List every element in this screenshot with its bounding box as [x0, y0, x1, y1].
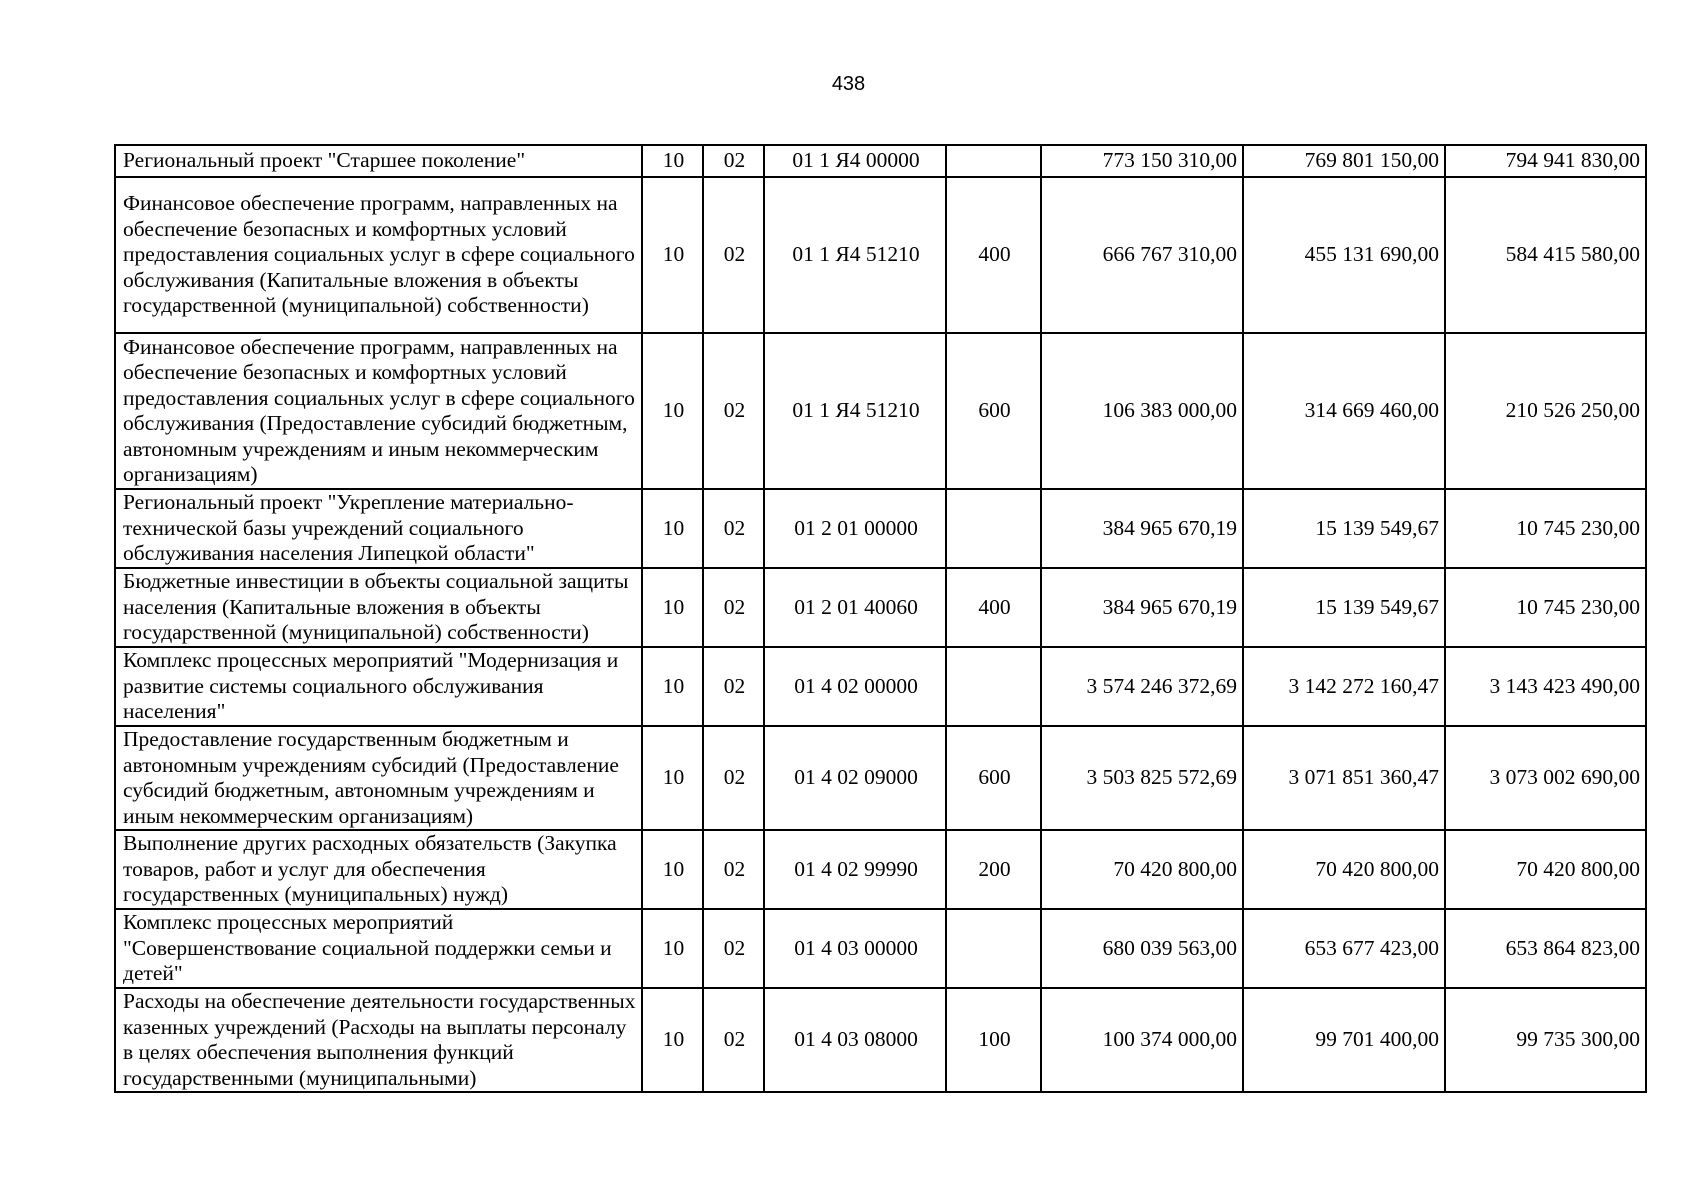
- page-number: 438: [831, 73, 866, 95]
- target-article-cell: 01 4 02 09000: [764, 726, 946, 830]
- table-row: [115, 333, 1646, 489]
- subsection-code-cell: 02: [703, 489, 764, 568]
- amount-year-1-cell: 773 150 310,00: [1041, 145, 1243, 177]
- amount-year-1-cell: 680 039 563,00: [1041, 909, 1243, 988]
- amount-year-3-cell: 70 420 800,00: [1445, 830, 1646, 909]
- target-article-cell: 01 2 01 40060: [764, 568, 946, 647]
- amount-year-2-cell: 314 669 460,00: [1243, 333, 1445, 489]
- amount-year-1-cell: 666 767 310,00: [1041, 177, 1243, 333]
- expense-type-cell: [946, 909, 1041, 988]
- budget-table-body: [115, 145, 1646, 1092]
- table-row: [115, 909, 1646, 988]
- amount-year-2-cell: 15 139 549,67: [1243, 489, 1445, 568]
- target-article-cell: 01 4 02 00000: [764, 647, 946, 726]
- amount-year-3-cell: 3 073 002 690,00: [1445, 726, 1646, 830]
- section-code-cell: 10: [642, 909, 703, 988]
- amount-year-3-cell: 794 941 830,00: [1445, 145, 1646, 177]
- target-article-cell: 01 4 03 00000: [764, 909, 946, 988]
- amount-year-1-cell: 384 965 670,19: [1041, 489, 1243, 568]
- amount-year-2-cell: 99 701 400,00: [1243, 988, 1445, 1092]
- target-article-cell: 01 4 02 99990: [764, 830, 946, 909]
- section-code-cell: 10: [642, 988, 703, 1092]
- amount-year-2-cell: 3 071 851 360,47: [1243, 726, 1445, 830]
- expense-name-cell: Региональный проект "Укрепление материально-технической базы учреждений социального обслуживания населения Липецкой области": [115, 489, 642, 568]
- expense-name-cell: Выполнение других расходных обязательств (Закупка товаров, работ и услуг для обеспечения государственных (муниципальных) нужд): [115, 830, 642, 909]
- target-article-cell: 01 1 Я4 51210: [764, 333, 946, 489]
- amount-year-1-cell: 100 374 000,00: [1041, 988, 1243, 1092]
- section-code-cell: 10: [642, 647, 703, 726]
- amount-year-1-cell: 3 574 246 372,69: [1041, 647, 1243, 726]
- table-row: [115, 647, 1646, 726]
- table-row: [115, 145, 1646, 177]
- subsection-code-cell: 02: [703, 568, 764, 647]
- target-article-cell: 01 4 03 08000: [764, 988, 946, 1092]
- amount-year-3-cell: 584 415 580,00: [1445, 177, 1646, 333]
- amount-year-3-cell: 210 526 250,00: [1445, 333, 1646, 489]
- section-code-cell: 10: [642, 145, 703, 177]
- amount-year-1-cell: 70 420 800,00: [1041, 830, 1243, 909]
- table-row: [115, 568, 1646, 647]
- expense-type-cell: 600: [946, 333, 1041, 489]
- amount-year-1-cell: 384 965 670,19: [1041, 568, 1243, 647]
- amount-year-3-cell: 3 143 423 490,00: [1445, 647, 1646, 726]
- amount-year-1-cell: 106 383 000,00: [1041, 333, 1243, 489]
- amount-year-3-cell: 653 864 823,00: [1445, 909, 1646, 988]
- section-code-cell: 10: [642, 489, 703, 568]
- table-row: [115, 988, 1646, 1092]
- target-article-cell: 01 2 01 00000: [764, 489, 946, 568]
- expense-name-cell: Предоставление государственным бюджетным и автономным учреждениям субсидий (Предоставление субсидий бюджетным, автономным учреждениям и иным некоммерческим организациям): [115, 726, 642, 830]
- expense-type-cell: 400: [946, 568, 1041, 647]
- expense-name-cell: Комплекс процессных мероприятий "Совершенствование социальной поддержки семьи и детей": [115, 909, 642, 988]
- table-row: [115, 726, 1646, 830]
- expense-type-cell: 600: [946, 726, 1041, 830]
- expense-name-cell: Региональный проект "Старшее поколение": [115, 145, 642, 177]
- amount-year-1-cell: 3 503 825 572,69: [1041, 726, 1243, 830]
- expense-name-cell: Финансовое обеспечение программ, направленных на обеспечение безопасных и комфортных условий предоставления социальных услуг в сфере социального обслуживания (Предоставление субсидий бюджетным, автономным учреждениям и иным некоммерческим организациям): [115, 333, 642, 489]
- amount-year-2-cell: 3 142 272 160,47: [1243, 647, 1445, 726]
- table-row: [115, 177, 1646, 333]
- expense-name-cell: Финансовое обеспечение программ, направленных на обеспечение безопасных и комфортных условий предоставления социальных услуг в сфере социального обслуживания (Капитальные вложения в объекты государственной (муниципальной) собственности): [115, 177, 642, 333]
- subsection-code-cell: 02: [703, 830, 764, 909]
- amount-year-2-cell: 70 420 800,00: [1243, 830, 1445, 909]
- section-code-cell: 10: [642, 726, 703, 830]
- section-code-cell: 10: [642, 830, 703, 909]
- section-code-cell: 10: [642, 333, 703, 489]
- expense-type-cell: 400: [946, 177, 1041, 333]
- section-code-cell: 10: [642, 177, 703, 333]
- expense-type-cell: [946, 489, 1041, 568]
- subsection-code-cell: 02: [703, 145, 764, 177]
- amount-year-2-cell: 455 131 690,00: [1243, 177, 1445, 333]
- subsection-code-cell: 02: [703, 333, 764, 489]
- amount-year-3-cell: 99 735 300,00: [1445, 988, 1646, 1092]
- expense-name-cell: Расходы на обеспечение деятельности государственных казенных учреждений (Расходы на выплаты персоналу в целях обеспечения выполнения функций государственными (муниципальными): [115, 988, 642, 1092]
- target-article-cell: 01 1 Я4 00000: [764, 145, 946, 177]
- amount-year-2-cell: 769 801 150,00: [1243, 145, 1445, 177]
- subsection-code-cell: 02: [703, 988, 764, 1092]
- expense-name-cell: Комплекс процессных мероприятий "Модернизация и развитие системы социального обслуживания населения": [115, 647, 642, 726]
- expense-type-cell: [946, 647, 1041, 726]
- amount-year-2-cell: 653 677 423,00: [1243, 909, 1445, 988]
- expense-type-cell: 100: [946, 988, 1041, 1092]
- expense-type-cell: [946, 145, 1041, 177]
- amount-year-3-cell: 10 745 230,00: [1445, 489, 1646, 568]
- expense-type-cell: 200: [946, 830, 1041, 909]
- target-article-cell: 01 1 Я4 51210: [764, 177, 946, 333]
- amount-year-3-cell: 10 745 230,00: [1445, 568, 1646, 647]
- subsection-code-cell: 02: [703, 909, 764, 988]
- table-row: [115, 830, 1646, 909]
- budget-table: [114, 144, 1647, 1093]
- subsection-code-cell: 02: [703, 647, 764, 726]
- section-code-cell: 10: [642, 568, 703, 647]
- subsection-code-cell: 02: [703, 726, 764, 830]
- amount-year-2-cell: 15 139 549,67: [1243, 568, 1445, 647]
- expense-name-cell: Бюджетные инвестиции в объекты социальной защиты населения (Капитальные вложения в объекты государственной (муниципальной) собственности): [115, 568, 642, 647]
- subsection-code-cell: 02: [703, 177, 764, 333]
- table-row: [115, 489, 1646, 568]
